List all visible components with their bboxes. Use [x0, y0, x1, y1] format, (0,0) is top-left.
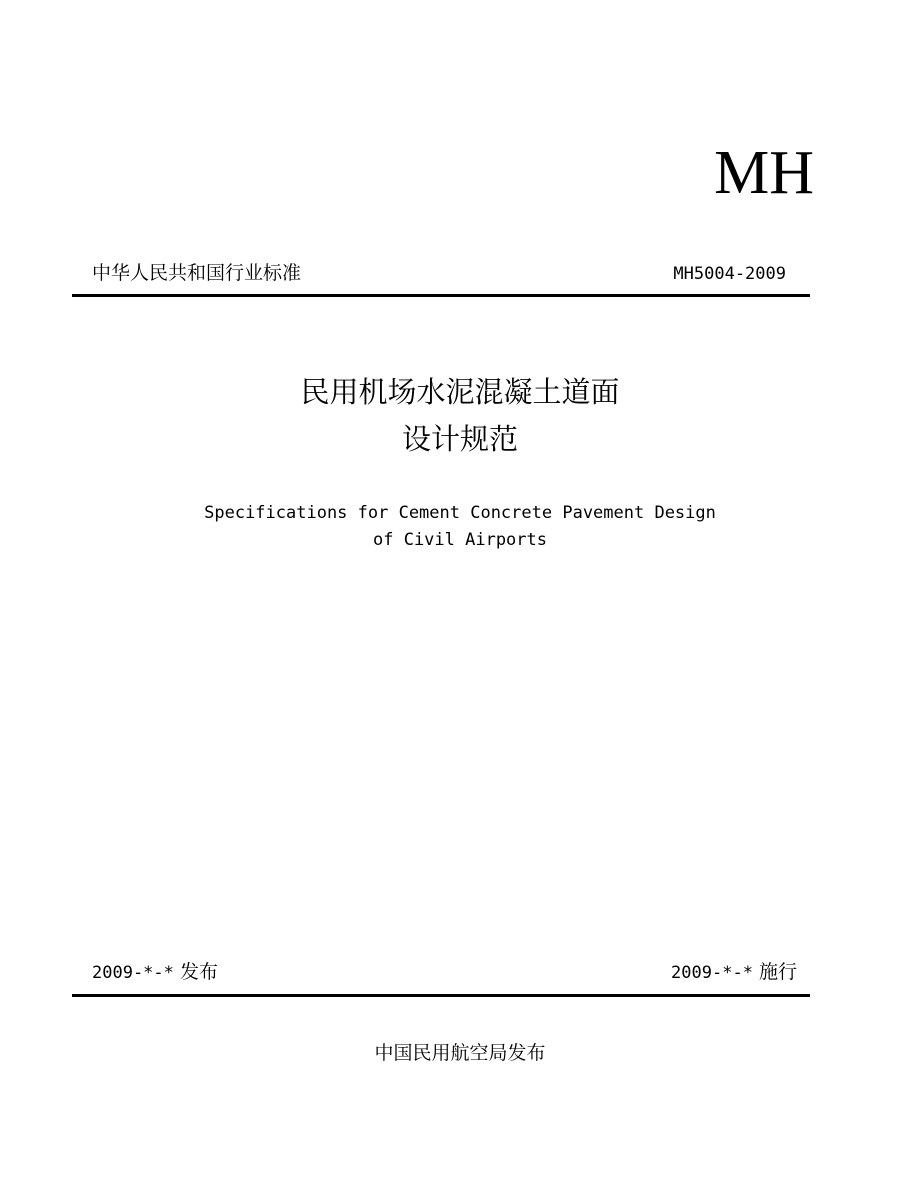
footer-divider	[72, 994, 810, 997]
title-english-line-2: of Civil Airports	[373, 530, 547, 550]
standard-number: MH5004-2009	[673, 264, 786, 284]
implement-date: 2009-*-*	[671, 963, 753, 983]
implement-date-line	[560, 958, 797, 987]
publisher: 中国民用航空局发布	[374, 1042, 546, 1064]
title-chinese-line-1: 民用机场水泥混凝土道面	[300, 375, 620, 409]
title-english-line-1: Specifications for Cement Concrete Pavement Design	[204, 503, 716, 523]
issue-label: 发布	[179, 961, 218, 983]
issue-date-line	[92, 958, 218, 987]
standard-category: 中华人民共和国行业标准	[92, 262, 302, 284]
issue-date: 2009-*-*	[92, 963, 174, 983]
implement-label: 施行	[758, 961, 797, 983]
header-divider	[72, 294, 810, 297]
title-chinese-line-2: 设计规范	[401, 422, 518, 456]
standard-code-mark: MH	[714, 139, 814, 207]
